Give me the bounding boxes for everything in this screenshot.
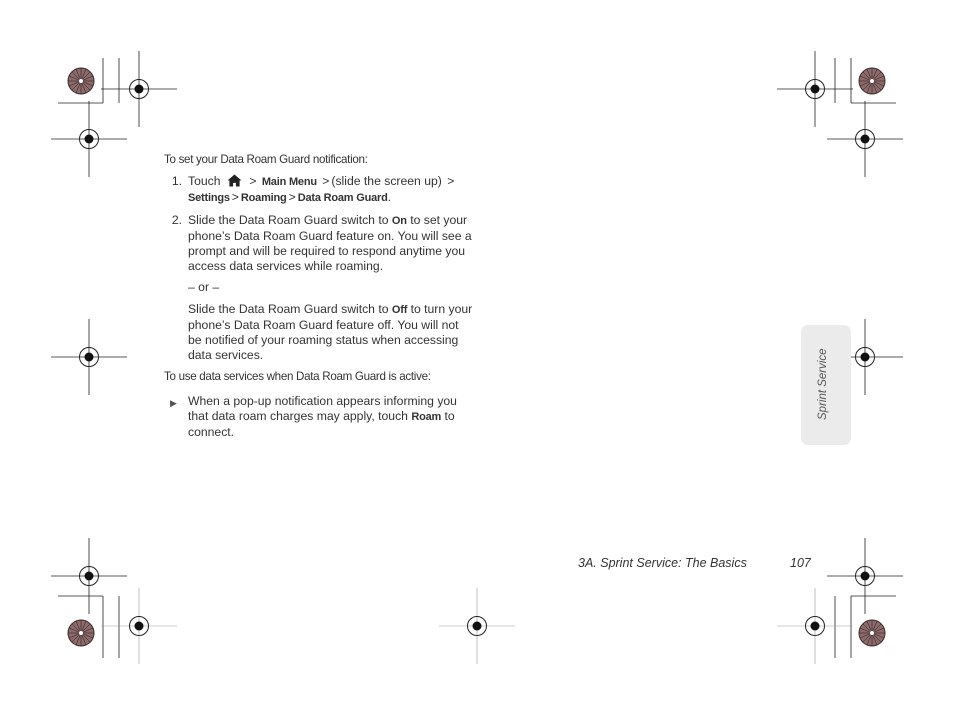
bullet-item xyxy=(164,394,474,441)
touch-text: Touch xyxy=(188,174,221,189)
arrow-separator: > xyxy=(249,174,257,189)
intro-text: To set your Data Roam Guard notification: xyxy=(164,153,368,166)
period: . xyxy=(387,190,392,205)
main-menu-label: Main Menu xyxy=(261,176,317,189)
bullet-text-a: When a pop-up notification appears informing you that data roam charges may apply, touch xyxy=(188,393,457,423)
bullet-text-b: to connect. xyxy=(188,408,455,440)
triangle-bullet-icon: ▶ xyxy=(170,397,177,408)
roam-label: Roam xyxy=(411,410,442,423)
step-2 xyxy=(164,213,474,275)
settings-label: Settings xyxy=(188,192,230,205)
slide-text: (slide the screen up) xyxy=(331,174,442,189)
page-number: 107 xyxy=(790,556,811,570)
footer-section-title: 3A. Sprint Service: The Basics xyxy=(578,556,747,570)
step2-text-b: to set your phone’s Data Roam Guard feature on. You will see a prompt and will be required to respond anytime you access data services while roaming. xyxy=(188,212,472,274)
intro2-text: To use data services when Data Roam Guard is active: xyxy=(164,370,431,384)
off-label: Off xyxy=(391,303,408,316)
data-roam-guard-label: Data Roam Guard xyxy=(297,192,388,205)
instructions xyxy=(164,152,474,440)
step2-text-a: Slide the Data Roam Guard switch to xyxy=(188,212,389,227)
arrow-separator: > xyxy=(447,174,455,189)
alt-text-b: to turn your phone’s Data Roam Guard feature off. You will not be notified of your roaming status when accessing data services. xyxy=(188,301,473,363)
roaming-label: Roaming xyxy=(240,192,287,205)
home-icon xyxy=(227,174,242,187)
side-tab-label: Sprint Service xyxy=(817,348,829,420)
step-1 xyxy=(164,174,474,206)
or-divider: – or – xyxy=(188,280,220,295)
step-number: 2. xyxy=(171,212,182,227)
arrow-separator: > xyxy=(231,190,239,205)
arrow-separator: > xyxy=(288,190,296,205)
arrow-separator: > xyxy=(322,174,330,189)
on-label: On xyxy=(391,214,407,227)
alt-text-a: Slide the Data Roam Guard switch to xyxy=(188,301,389,316)
alt-paragraph xyxy=(188,302,474,364)
step-number: 1. xyxy=(171,174,182,189)
